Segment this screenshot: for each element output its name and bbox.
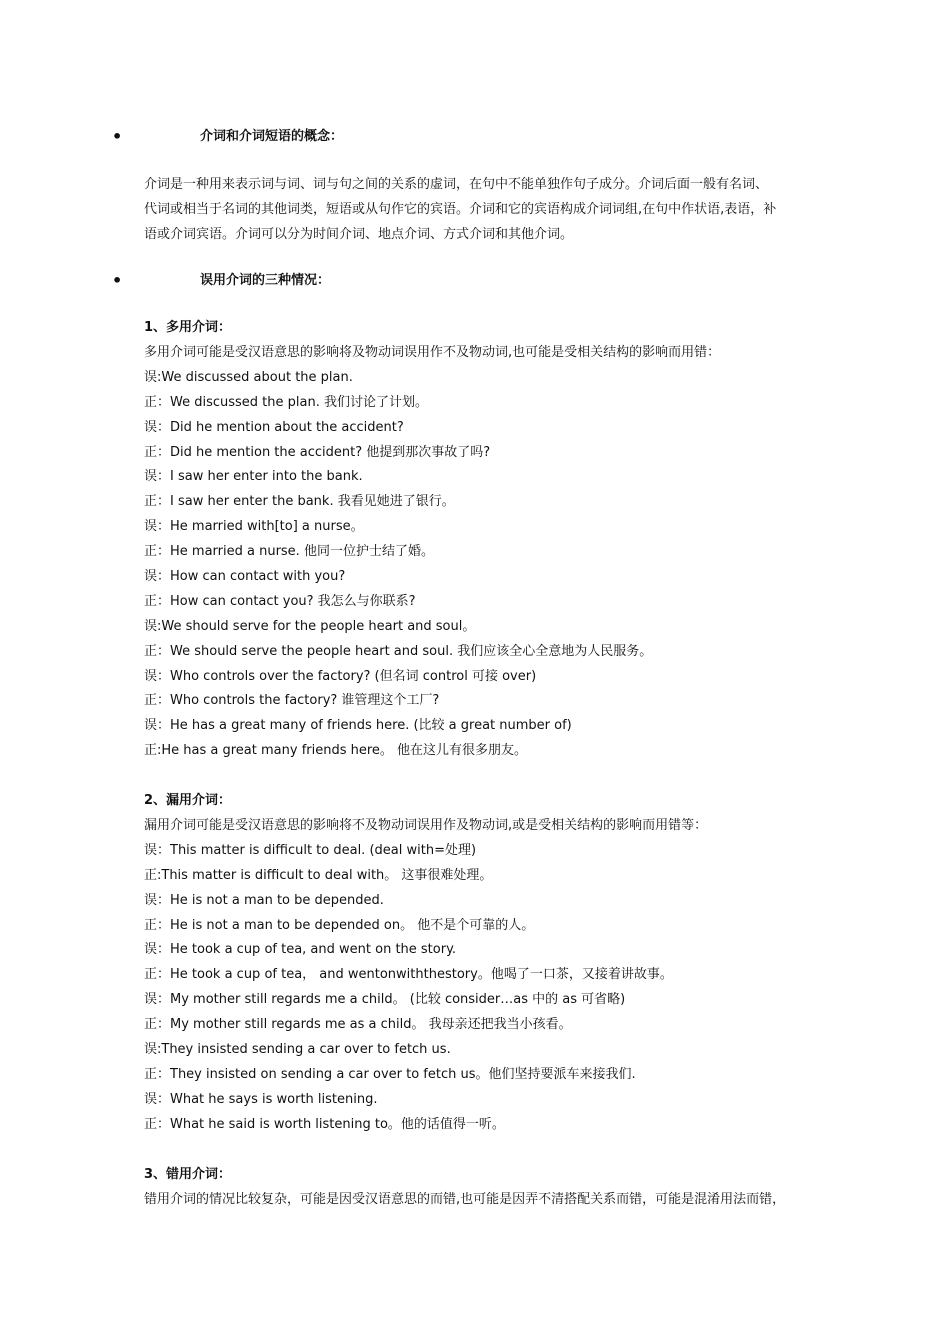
subheading-missing-preposition: 2、漏用介词： bbox=[144, 793, 232, 808]
example-line: 误：Who controls over the factory? (但名词 control 可接 over) bbox=[144, 668, 537, 684]
extra-preposition-examples bbox=[144, 341, 824, 764]
paragraph-line: 代词或相当于名词的其他词类，短语或从句作它的宾语。介词和它的宾语构成介词词组,在句中作状语,表语，补 bbox=[144, 202, 777, 217]
example-line: 正：I saw her enter the bank. 我看见她进了银行。 bbox=[144, 494, 455, 510]
example-line: 误：How can contact with you? bbox=[144, 569, 346, 585]
example-line: 正:This matter is difficult to deal with。 这事很难处理。 bbox=[144, 867, 493, 883]
subheading-wrong-preposition: 3、错用介词： bbox=[144, 1167, 232, 1182]
example-line: 多用介词可能是受汉语意思的影响将及物动词误用作不及物动词,也可能是受相关结构的影响而用错： bbox=[144, 345, 721, 360]
example-line: 误：He has a great many of friends here. (比较 a great number of) bbox=[144, 718, 572, 734]
example-line: 正：Did he mention the accident? 他提到那次事故了吗? bbox=[144, 444, 491, 460]
example-line: 正：They insisted on sending a car over to fetch us。他们坚持要派车来接我们. bbox=[144, 1066, 636, 1082]
bullet-icon: • bbox=[112, 127, 123, 146]
paragraph-line: 介词是一种用来表示词与词、词与句之间的关系的虚词，在句中不能单独作句子成分。介词后面一般有名词、 bbox=[144, 177, 769, 192]
subheading-extra-preposition: 1、多用介词： bbox=[144, 320, 232, 335]
example-line: 误：He took a cup of tea, and went on the story. bbox=[144, 942, 457, 958]
example-line: 正：How can contact you? 我怎么与你联系? bbox=[144, 593, 416, 609]
example-line: 正：Who controls the factory? 谁管理这个工厂? bbox=[144, 693, 440, 709]
bullet-icon: • bbox=[112, 271, 123, 290]
missing-preposition-examples bbox=[144, 814, 824, 1138]
example-line: 误：My mother still regards me a child。 (比较 consider…as 中的 as 可省略) bbox=[144, 992, 626, 1008]
example-line: 正：He is not a man to be depended on。 他不是个可靠的人。 bbox=[144, 917, 535, 933]
example-line: 漏用介词可能是受汉语意思的影响将不及物动词误用作及物动词,或是受相关结构的影响而用错等： bbox=[144, 818, 708, 833]
example-line: 正：What he said is worth listening to。他的话值得一听。 bbox=[144, 1116, 505, 1132]
example-line: 正：We discussed the plan. 我们讨论了计划。 bbox=[144, 394, 428, 410]
example-line: 误：He is not a man to be depended. bbox=[144, 892, 384, 908]
wrong-preposition-examples bbox=[144, 1188, 824, 1213]
example-line: 误:We should serve for the people heart and soul。 bbox=[144, 618, 476, 634]
example-line: 误：I saw her enter into the bank. bbox=[144, 469, 363, 485]
example-line: 正：My mother still regards me as a child。 我母亲还把我当小孩看。 bbox=[144, 1017, 572, 1033]
example-line: 正：We should serve the people heart and soul. 我们应该全心全意地为人民服务。 bbox=[144, 643, 653, 659]
example-line: 正：He took a cup of tea， and wentonwiththestory。他喝了一口茶，又接着讲故事。 bbox=[144, 967, 673, 983]
example-line: 误:They insisted sending a car over to fetch us. bbox=[144, 1042, 451, 1058]
section-heading-text: 误用介词的三种情况： bbox=[200, 273, 331, 288]
example-line: 误：This matter is difficult to deal. (deal with=处理) bbox=[144, 842, 477, 858]
example-line: 误：What he says is worth listening. bbox=[144, 1091, 378, 1107]
example-line: 误：He married with[to] a nurse。 bbox=[144, 519, 364, 535]
example-line: 误:We discussed about the plan. bbox=[144, 369, 353, 385]
section-heading-text: 介词和介词短语的概念： bbox=[200, 129, 344, 144]
paragraph-line: 语或介词宾语。介词可以分为时间介词、地点介词、方式介词和其他介词。 bbox=[144, 227, 574, 242]
example-line: 正：He married a nurse. 他同一位护士结了婚。 bbox=[144, 544, 434, 560]
example-line: 正:He has a great many friends here。 他在这儿有很多朋友。 bbox=[144, 743, 528, 759]
concept-paragraph bbox=[144, 172, 814, 247]
example-line: 误：Did he mention about the accident? bbox=[144, 419, 404, 435]
example-line: 错用介词的情况比较复杂，可能是因受汉语意思的而错,也可能是因弄不清搭配关系而错，可能是混淆用法而错， bbox=[144, 1192, 786, 1207]
